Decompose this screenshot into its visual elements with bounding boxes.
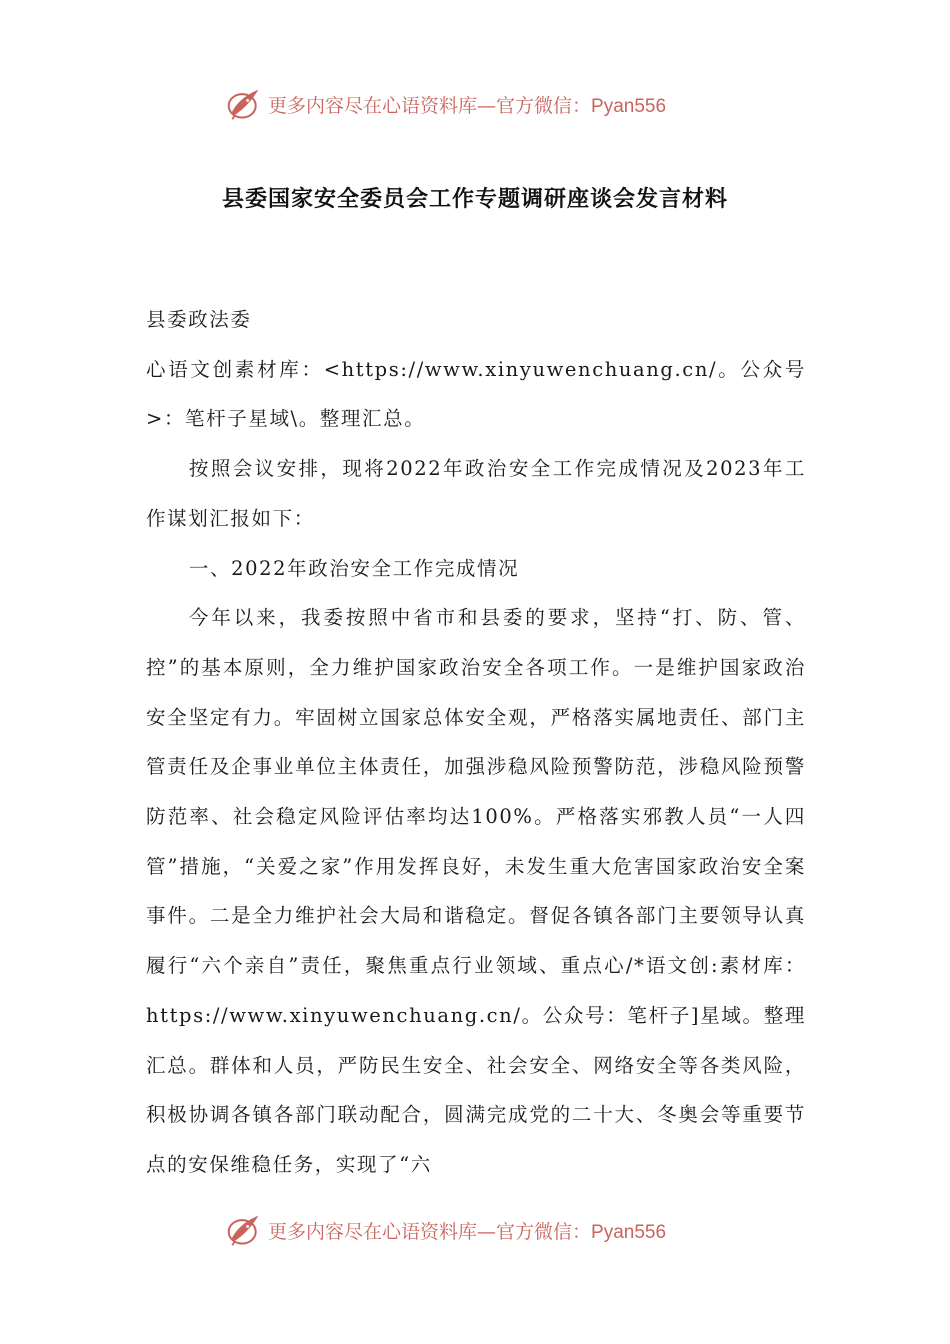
source-note-paragraph: 心语文创素材库：<https://www.xinyuwenchuang.cn/。公众号>：笔杆子星域\。整理汇总。 bbox=[146, 357, 806, 431]
document-body bbox=[146, 295, 806, 1190]
section-heading: 一、2022年政治安全工作完成情况 bbox=[188, 556, 520, 580]
header-watermark-text: 更多内容尽在心语资料库—官方微信：Pyan556 bbox=[268, 94, 667, 117]
header-watermark-handle: Pyan556 bbox=[591, 95, 667, 117]
footer-watermark-text: 更多内容尽在心语资料库—官方微信：Pyan556 bbox=[268, 1220, 667, 1243]
document-title: 县委国家安全委员会工作专题调研座谈会发言材料 bbox=[221, 187, 728, 212]
footer-watermark-handle: Pyan556 bbox=[591, 1221, 667, 1243]
header-watermark-banner bbox=[226, 84, 746, 124]
author-line: 县委政法委 bbox=[146, 308, 252, 331]
pen-nib-logo-icon bbox=[226, 86, 262, 122]
pen-nib-logo-icon bbox=[226, 1212, 262, 1248]
footer-watermark-banner bbox=[226, 1210, 746, 1250]
intro-paragraph: 按照会议安排，现将2022年政治安全工作完成情况及2023年工作谋划汇报如下： bbox=[146, 457, 806, 530]
body-paragraph: 今年以来，我委按照中省市和县委的要求，坚持“打、防、管、控”的基本原则，全力维护国家政治安全各项工作。一是维护国家政治安全坚定有力。牢固树立国家总体安全观，严格落实属地责任、部门主管责任及企事业单位主体责任，加强涉稳风险预警防范，涉稳风险预警防范率、社会稳定风险评估率均达100%。严格落实邪教人员“一人四管”措施，“关爱之家”作用发挥良好，未发生重大危害国家政治安全案事件。二是全力维护社会大局和谐稳定。督促各镇各部门主要领导认真履行“六个亲自”责任，聚焦重点行业领域、重点心/*语文创:素材库：https://www.xinyuwenchuang.cn/。公众号：笔杆子]星域。整理汇总。群体和人员，严防民生安全、社会安全、网络安全等各类风险，积极协调各镇各部门联动配合，圆满完成党的二十大、冬奥会等重要节点的安保维稳任务，实现了“六 bbox=[146, 606, 806, 1176]
